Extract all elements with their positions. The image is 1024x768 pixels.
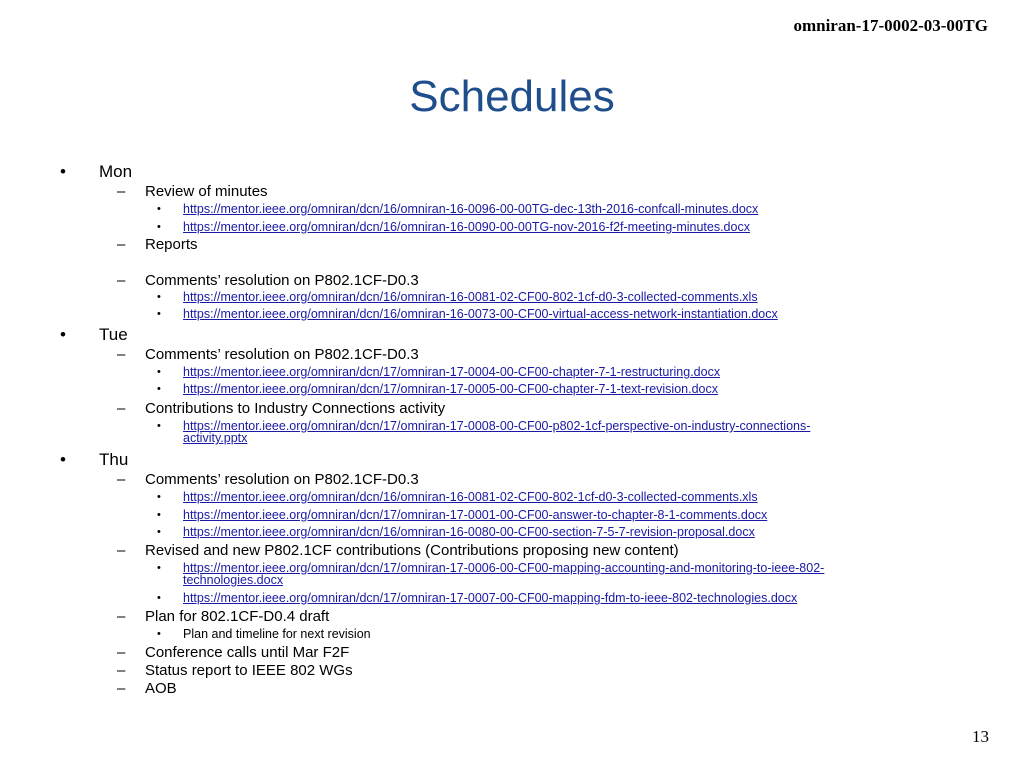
dash: – xyxy=(117,471,126,488)
day-mon: Mon xyxy=(99,162,133,181)
dash: – xyxy=(117,608,126,625)
dash: – xyxy=(117,644,126,661)
day-tue: Tue xyxy=(99,325,128,344)
item-reports: Reports xyxy=(145,236,198,253)
item-aob: AOB xyxy=(145,680,177,697)
bullet: • xyxy=(157,628,161,640)
link-accounting-monitoring[interactable]: https://mentor.ieee.org/omniran/dcn/17/omniran-17-0006-00-CF00-mapping-accounting-and-monitoring-to-ieee-802- xyxy=(183,561,825,575)
item-plan-timeline: Plan and timeline for next revision xyxy=(183,627,371,641)
item-review-minutes: Review of minutes xyxy=(145,183,268,200)
day-thu: Thu xyxy=(99,450,129,469)
item-comments-resolution-thu: Comments’ resolution on P802.1CF-D0.3 xyxy=(145,471,419,488)
document-id: omniran-17-0002-03-00TG xyxy=(793,16,988,35)
bullet: • xyxy=(157,592,161,604)
bullet: • xyxy=(60,450,66,469)
link-ic-perspective[interactable]: https://mentor.ieee.org/omniran/dcn/17/omniran-17-0008-00-CF00-p802-1cf-perspective-on-industry-connections- xyxy=(183,419,811,433)
bullet: • xyxy=(157,526,161,538)
bullet: • xyxy=(157,221,161,233)
link-restructuring[interactable]: https://mentor.ieee.org/omniran/dcn/17/omniran-17-0004-00-CF00-chapter-7-1-restructuring.docx xyxy=(183,365,721,379)
page-number: 13 xyxy=(972,727,989,746)
bullet: • xyxy=(157,562,161,574)
link-accounting-monitoring-cont[interactable]: technologies.docx xyxy=(183,573,284,587)
link-collected-comments-mon[interactable]: https://mentor.ieee.org/omniran/dcn/16/omniran-16-0081-02-CF00-802-1cf-d0-3-collected-comments.xls xyxy=(183,290,758,304)
dash: – xyxy=(117,400,126,417)
bullet: • xyxy=(157,420,161,432)
dash: – xyxy=(117,272,126,289)
link-answer-8-1[interactable]: https://mentor.ieee.org/omniran/dcn/17/omniran-17-0001-00-CF00-answer-to-chapter-8-1-comments.docx xyxy=(183,508,768,522)
dash: – xyxy=(117,542,126,559)
link-virtual-access[interactable]: https://mentor.ieee.org/omniran/dcn/16/omniran-16-0073-00-CF00-virtual-access-network-instantiation.docx xyxy=(183,307,778,321)
item-comments-resolution-mon: Comments’ resolution on P802.1CF-D0.3 xyxy=(145,272,419,289)
link-collected-comments-thu[interactable]: https://mentor.ieee.org/omniran/dcn/16/omniran-16-0081-02-CF00-802-1cf-d0-3-collected-comments.xls xyxy=(183,490,758,504)
bullet: • xyxy=(157,509,161,521)
bullet: • xyxy=(157,308,161,320)
link-dec-minutes[interactable]: https://mentor.ieee.org/omniran/dcn/16/omniran-16-0096-00-00TG-dec-13th-2016-confcall-minutes.docx xyxy=(183,202,759,216)
link-text-revision[interactable]: https://mentor.ieee.org/omniran/dcn/17/omniran-17-0005-00-CF00-chapter-7-1-text-revision.docx xyxy=(183,382,718,396)
dash: – xyxy=(117,346,126,363)
dash: – xyxy=(117,183,126,200)
item-plan-draft: Plan for 802.1CF-D0.4 draft xyxy=(145,608,330,625)
link-section-7-5-7[interactable]: https://mentor.ieee.org/omniran/dcn/16/omniran-16-0080-00-CF00-section-7-5-7-revision-proposal.docx xyxy=(183,525,755,539)
item-revised-contributions: Revised and new P802.1CF contributions (Contributions proposing new content) xyxy=(145,542,679,559)
item-contributions-ic: Contributions to Industry Connections activity xyxy=(145,400,446,417)
bullet: • xyxy=(60,162,66,181)
dash: – xyxy=(117,236,126,253)
item-conference-calls: Conference calls until Mar F2F xyxy=(145,644,350,661)
bullet: • xyxy=(157,491,161,503)
bullet: • xyxy=(157,291,161,303)
bullet: • xyxy=(60,325,66,344)
dash: – xyxy=(117,680,126,697)
link-nov-minutes[interactable]: https://mentor.ieee.org/omniran/dcn/16/omniran-16-0090-00-00TG-nov-2016-f2f-meeting-minutes.docx xyxy=(183,220,750,234)
item-comments-resolution-tue: Comments’ resolution on P802.1CF-D0.3 xyxy=(145,346,419,363)
bullet: • xyxy=(157,203,161,215)
item-status-report: Status report to IEEE 802 WGs xyxy=(145,662,353,679)
bullet: • xyxy=(157,383,161,395)
link-fdm[interactable]: https://mentor.ieee.org/omniran/dcn/17/omniran-17-0007-00-CF00-mapping-fdm-to-ieee-802-technologies.docx xyxy=(183,591,798,605)
slide-title: Schedules xyxy=(409,72,615,121)
dash: – xyxy=(117,662,126,679)
link-ic-perspective-cont[interactable]: activity.pptx xyxy=(183,431,248,445)
bullet: • xyxy=(157,366,161,378)
